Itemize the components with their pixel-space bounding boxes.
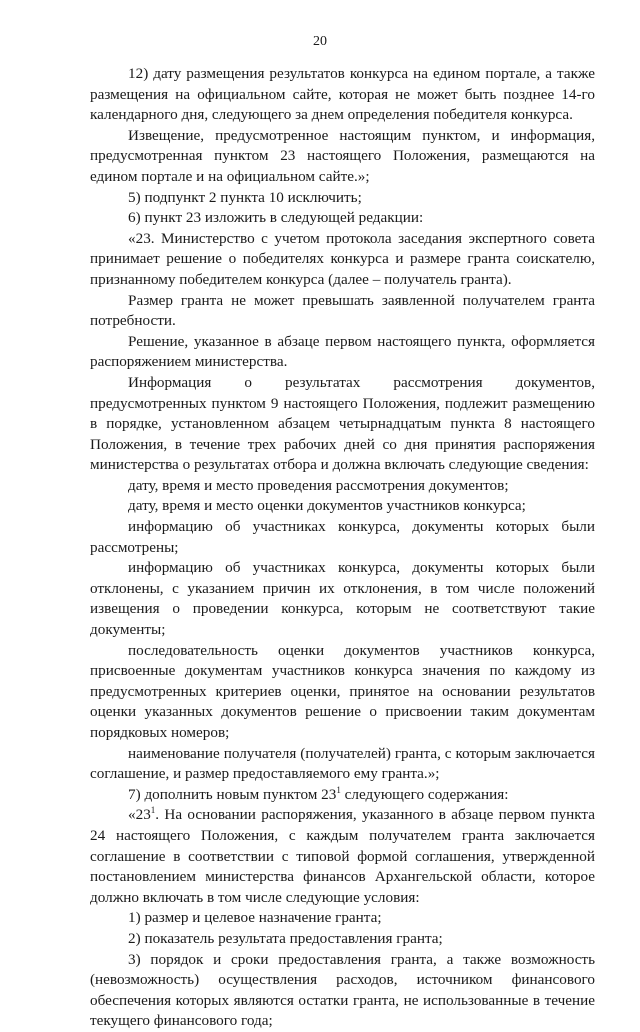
paragraph: Решение, указанное в абзаце первом настоящего пункта, оформляется распоряжением министерства.: [90, 332, 595, 371]
paragraph-23-1: [90, 805, 595, 908]
paragraph: 12) дату размещения результатов конкурса на едином портале, а также размещения на официальном сайте, которая не может быть позднее 14-го календарного дня, следующего за днем определения победителя конкурса.: [90, 65, 595, 124]
condition-item: 2) показатель результата предоставления гранта;: [128, 929, 443, 947]
paragraph-item-7: [90, 785, 595, 806]
paragraph: последовательность оценки документов участников конкурса, присвоенные документам участников конкурса значения по каждому из предусмотренных критериев оценки, принятое на основании результатов оценки указанных документов решение о присвоении таким документам порядковых номеров;: [90, 641, 595, 741]
item-7-text: 7) дополнить новым пунктом 23: [128, 785, 337, 803]
paragraph: Размер гранта не может превышать заявленной получателем гранта потребности.: [90, 291, 595, 330]
paragraph: «23. Министерство с учетом протокола заседания экспертного совета принимает решение о победителях конкурса и размере гранта соискателю, признанному победителем конкурса (далее – получатель гранта).: [90, 229, 595, 288]
item-7-text-end: следующего содержания:: [340, 785, 509, 803]
condition-item: 3) порядок и сроки предоставления гранта, а также возможность (невозможность) осуществления расходов, источником финансового обеспечения которых являются остатки гранта, не использованные в течение текущего финансового года;: [90, 950, 595, 1030]
paragraph: дату, время и место оценки документов участников конкурса;: [128, 497, 526, 515]
clause-superscript: 1: [150, 805, 156, 816]
clause-text: . На основании распоряжения, указанного в абзаце первом пункта 24 настоящего Положения, с каждым получателем гранта заключается соглашение в соответствии с типовой формой соглашения, утвержденной постановлением министерства финансов Архангельской области, которое должно включать в том числе следующие условия:: [90, 806, 595, 906]
paragraph: дату, время и место проведения рассмотрения документов;: [128, 476, 509, 494]
document-body: [90, 64, 595, 1032]
page-number: 20: [313, 34, 327, 49]
paragraph: информацию об участниках конкурса, документы которых были рассмотрены;: [90, 518, 595, 556]
paragraph: наименование получателя (получателей) гранта, с которым заключается соглашение, и размер предоставляемого ему гранта.»;: [90, 744, 595, 783]
paragraph: Информация о результатах рассмотрения документов, предусмотренных пунктом 9 настоящего Положения, подлежит размещению в порядке, установленном абзацем четырнадцатым пункта 8 настоящего Положения, в течение трех рабочих дней со дня принятия распоряжения министерства о результатах отбора и должна включать следующие сведения:: [90, 373, 595, 474]
paragraph: Извещение, предусмотренное настоящим пунктом, и информация, предусмотренная пунктом 23 настоящего Положения, размещаются на едином портале и на официальном сайте.»;: [90, 126, 595, 185]
item-7-superscript: 1: [336, 784, 341, 795]
clause-number: «23: [128, 806, 151, 824]
paragraph: 6) пункт 23 изложить в следующей редакции:: [128, 209, 424, 227]
condition-item: 1) размер и целевое назначение гранта;: [128, 909, 382, 927]
paragraph: информацию об участниках конкурса, документы которых были отклонены, с указанием причин их отклонения, в том числе положений извещения о проведении конкурса, которым не соответствуют такие документы;: [90, 559, 595, 639]
paragraph: 5) подпункт 2 пункта 10 исключить;: [128, 188, 362, 206]
